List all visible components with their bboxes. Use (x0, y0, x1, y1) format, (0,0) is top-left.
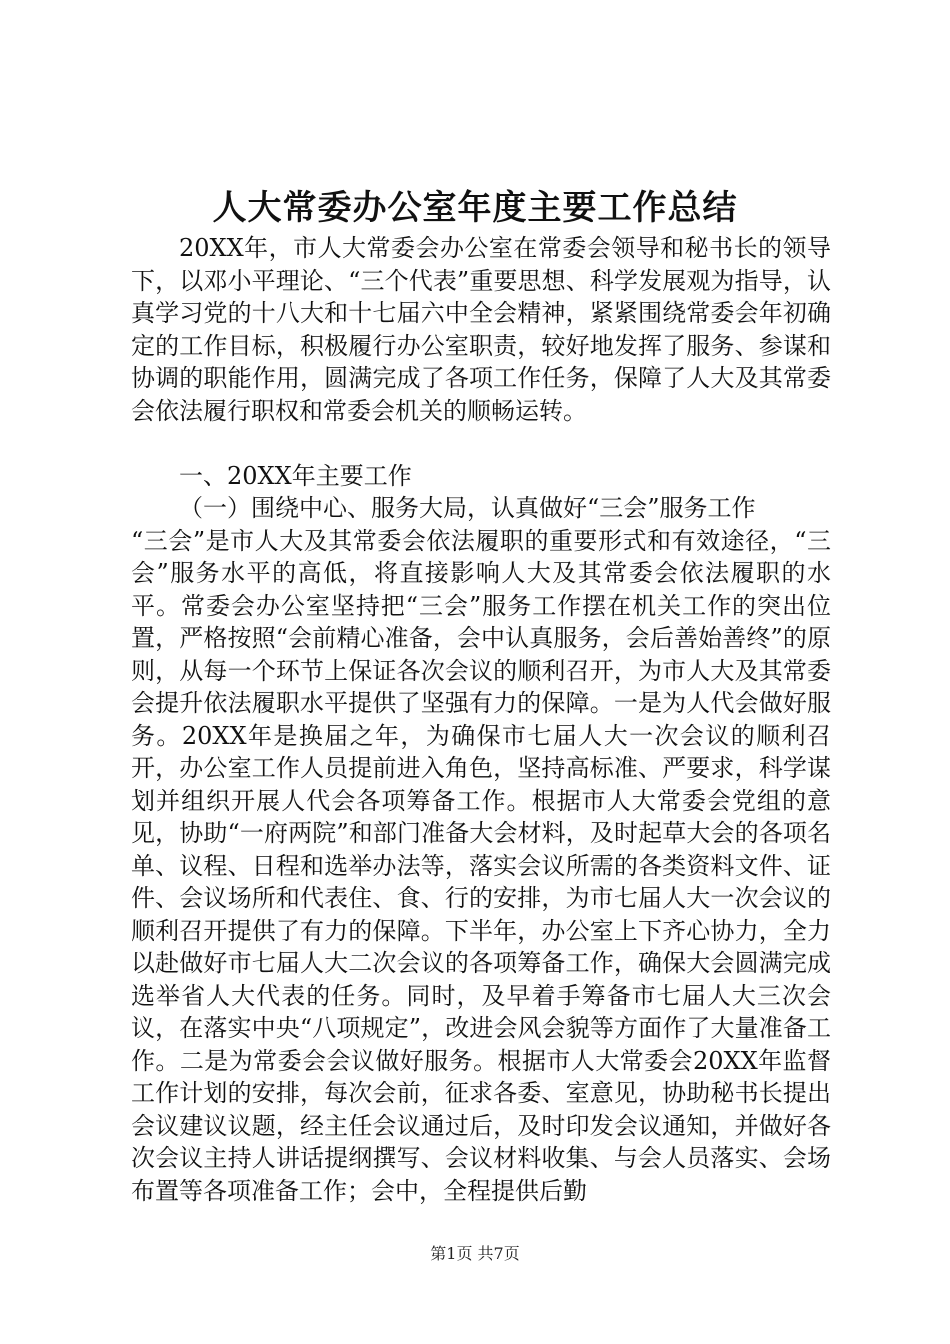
page-title: 人大常委办公室年度主要工作总结 (212, 188, 738, 228)
body-paragraph: “三会”是市人大及其常委会依法履职的重要形式和有效途径，“三会”服务水平的高低，将直接影响人大及其常委会依法履职的水平。常委会办公室坚持把“三会”服务工作摆在机关工作的突出位置，严格按照“会前精心准备，会中认真服务，会后善始善终”的原则，从每一个环节上保证各次会议的顺利召开，为市人大及其常委会提升依法履职水平提供了坚强有力的保障。一是为人代会做好服务。20XX年是换届之年，为确保市七届人大一次会议的顺利召开，办公室工作人员提前进入角色，坚持高标准、严要求，科学谋划并组织开展人代会各项筹备工作。根据市人大常委会党组的意见，协助“一府两院”和部门准备大会材料，及时起草大会的各项名单、议程、日程和选举办法等，落实会议所需的各类资料文件、证件、会议场所和代表住、食、行的安排，为市七届人大一次会议的顺利召开提供了有力的保障。下半年，办公室上下齐心协力，全力以赴做好市七届人大二次会议的各项筹备工作，确保大会圆满完成选举省人大代表的任务。同时，及早着手筹备市七届人大三次会议，在落实中央“八项规定”，改进会风会貌等方面作了大量准备工作。二是为常委会会议做好服务。根据市人大常委会20XX年监督工作计划的安排，每次会前，征求各委、室意见，协助秘书长提出会议建议议题，经主任会议通过后，及时印发会议通知，并做好各次会议主持人讲话提纲撰写、会议材料收集、与会人员落实、会场布置等各项准备工作；会中，全程提供后勤 (131, 526, 831, 1205)
subsection-heading: （一）围绕中心、服务大局，认真做好“三会”服务工作 (179, 494, 756, 522)
section-heading: 一、20XX年主要工作 (179, 461, 412, 490)
page-number-footer: 第1页 共7页 (430, 1244, 520, 1263)
document-body (131, 232, 831, 1207)
paragraph-spacer (131, 427, 831, 460)
intro-paragraph: 20XX年，市人大常委会办公室在常委会领导和秘书长的领导下，以邓小平理论、“三个代表”重要思想、科学发展观为指导，认真学习党的十八大和十七届六中全会精神，紧紧围绕常委会年初确定的工作目标，积极履行办公室职责，较好地发挥了服务、参谋和协调的职能作用，圆满完成了各项工作任务，保障了人大及其常委会依法履行职权和常委会机关的顺畅运转。 (131, 234, 831, 425)
